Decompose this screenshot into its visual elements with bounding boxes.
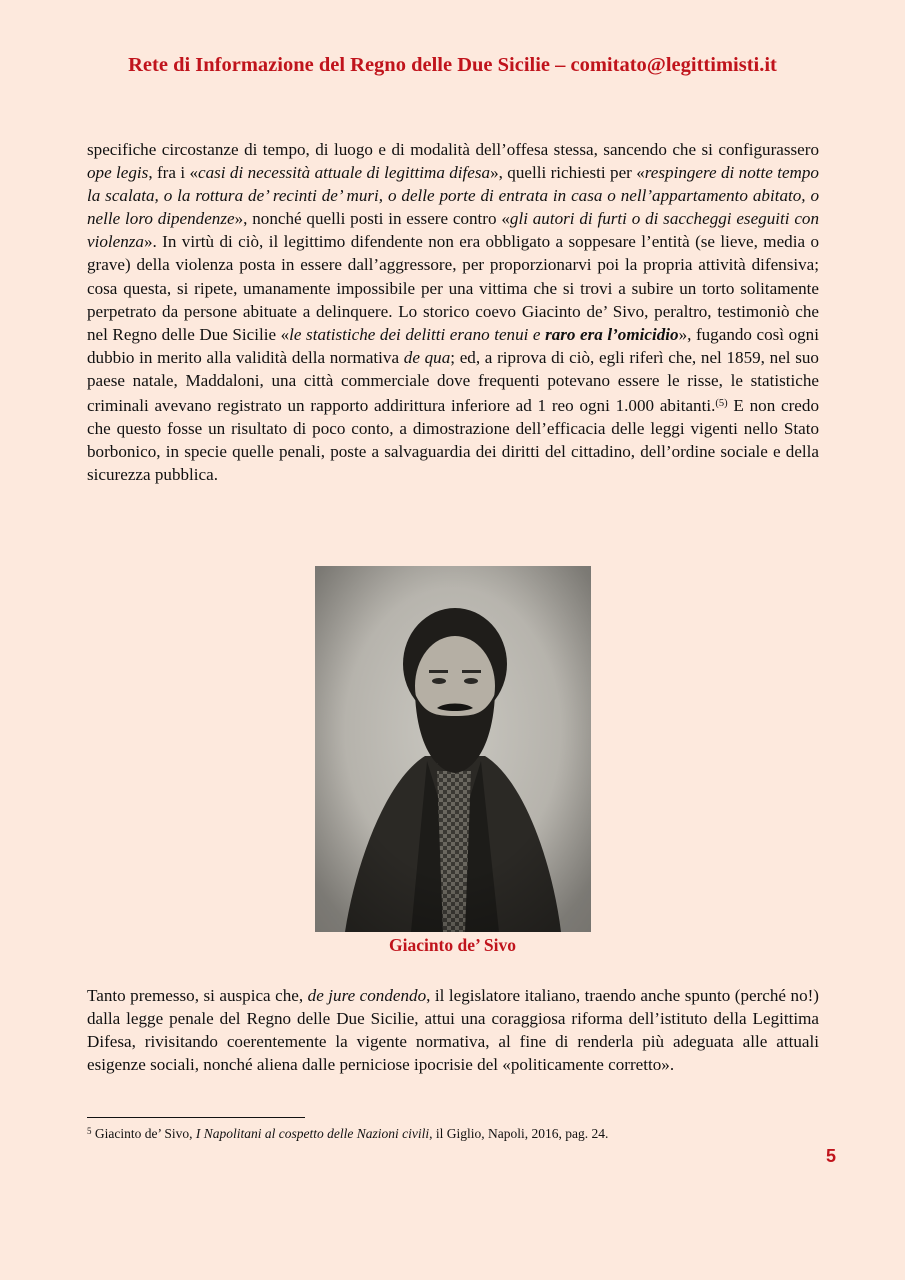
text-run: Giacinto de’ Sivo, [91, 1126, 196, 1141]
footnote-number: 5 [87, 1126, 92, 1136]
italic-quote: respingere di notte tempo la scalata, o la rottura de’ recinti de’ muri, o delle porte di entrata in casa o nell’appartamento abitato, o nelle loro dipendenze [87, 163, 819, 229]
text-run: ». In virtù di ciò, il legittimo difendente non era obbligato a soppesare l’entità (se lieve, media o grave) della violenza posta in essere dall’aggressore, per proporzionarvi poi la propria attività difensiva; cosa questa, si ripete, umanamente impossibile per una vittima che si trovi a subire un torto solitamente perpetrato da persone abituate a delinquere. Lo storico coevo Giacinto de’ Sivo, peraltro, testimoniò che nel Regno delle Due Sicilie « [87, 232, 819, 344]
italic-run: ope legis [87, 163, 149, 183]
italic-quote: casi di necessità attuale di legittima difesa [198, 163, 491, 183]
text-run: », fugando così ogni dubbio in merito alla validità della normativa [87, 324, 819, 367]
text-run: ; ed, a riprova di ciò, egli riferì che, nel 1859, nel suo paese natale, Maddaloni, una città commerciale dove frequenti potevano essere le risse, le statistiche criminali avevano registrato un rapporto addirittura inferiore ad 1 reo ogni 1.000 abitanti. [87, 347, 819, 416]
footnote [87, 1126, 827, 1142]
italic-run: de jure condendo [307, 986, 427, 1005]
footnote-separator [87, 1117, 305, 1118]
body-paragraph-2 [87, 984, 819, 1076]
text-run: », nonché quelli posti in essere contro « [234, 209, 510, 229]
text-run: , il Giglio, Napoli, 2016, pag. 24. [429, 1126, 609, 1141]
page-header: Rete di Informazione del Regno delle Due Sicilie – comitato@legittimisti.it [128, 54, 777, 76]
photo-caption: Giacinto de’ Sivo [388, 935, 517, 955]
italic-run: de qua [403, 347, 451, 367]
footnote-reference[interactable]: (5) [715, 398, 728, 410]
italic-quote: gli autori di furti o di saccheggi eseguiti con violenza [87, 209, 820, 252]
portrait-photo [315, 566, 591, 932]
body-paragraph-1 [87, 138, 819, 486]
text-run: , il legislatore italiano, traendo anche spunto (perché no!) dalla legge penale del Regno delle Due Sicilie, attui una coraggiosa riforma dell’istituto della Legittima Difesa, rivisitando coerentemente la vigente normativa, al fine di renderla più adeguata alle attuali esigenze sociali, nonché aliena dalle perniciose ipocrisie del «politicamente corretto». [87, 986, 819, 1075]
text-run: Tanto premesso, si auspica che, [87, 986, 308, 1005]
text-run: », quelli richiesti per « [490, 163, 645, 183]
bold-italic-quote: raro era l’omicidio [545, 324, 679, 344]
text-run: E non credo che questo fosse un risultato di poco conto, a dimostrazione dell’efficacia delle leggi vigenti nello Stato borbonico, in specie quelle penali, poste a salvaguardia dei diritti del cittadino, dell’ordine sociale e della sicurezza pubblica. [87, 396, 819, 485]
portrait-illustration [315, 566, 591, 932]
italic-quote: le statistiche dei delitti erano tenui e [289, 324, 546, 344]
page-number: 5 [826, 1146, 837, 1166]
text-run: , fra i « [148, 163, 198, 183]
text-run: specifiche circostanze di tempo, di luogo e di modalità dell’offesa stessa, sancendo che si configurassero [87, 140, 819, 159]
italic-run: I Napolitani al cospetto delle Nazioni civili [195, 1126, 430, 1141]
